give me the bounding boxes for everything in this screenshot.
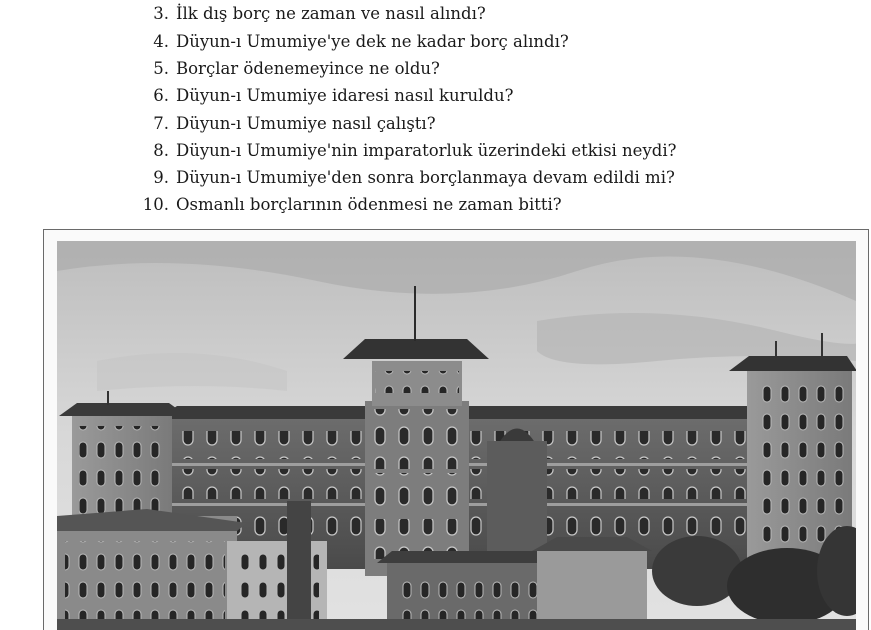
question-text: Borçlar ödenemeyince ne oldu?: [176, 59, 440, 78]
question-number: 4.: [153, 32, 169, 51]
question-number: 8.: [153, 141, 169, 160]
question-text: Düyun-ı Umumiye'ye dek ne kadar borç alındı?: [176, 32, 569, 51]
question-item: [143, 0, 486, 27]
question-number: 9.: [153, 168, 169, 187]
question-item: [143, 110, 436, 137]
question-number: 6.: [153, 86, 169, 105]
question-item: [143, 164, 675, 191]
question-item: [143, 55, 440, 82]
question-text: İlk dış borç ne zaman ve nasıl alındı?: [176, 4, 486, 23]
question-text: Düyun-ı Umumiye'nin imparatorluk üzerindeki etkisi neydi?: [176, 141, 677, 160]
question-text: Osmanlı borçlarının ödenmesi ne zaman bitti?: [176, 195, 562, 214]
question-number: 5.: [153, 59, 169, 78]
question-item: [143, 137, 676, 164]
photo-frame: [43, 229, 869, 630]
question-item: [143, 28, 569, 55]
question-text: Düyun-ı Umumiye idaresi nasıl kuruldu?: [176, 86, 514, 105]
question-text: Düyun-ı Umumiye'den sonra borçlanmaya devam edildi mi?: [176, 168, 675, 187]
question-number: 7.: [153, 114, 169, 133]
question-number: 3.: [153, 4, 169, 23]
question-number: 10.: [142, 195, 169, 214]
question-item: [131, 191, 562, 218]
question-text: Düyun-ı Umumiye nasıl çalıştı?: [176, 114, 436, 133]
question-item: [143, 82, 513, 109]
building-photo: [57, 241, 856, 630]
